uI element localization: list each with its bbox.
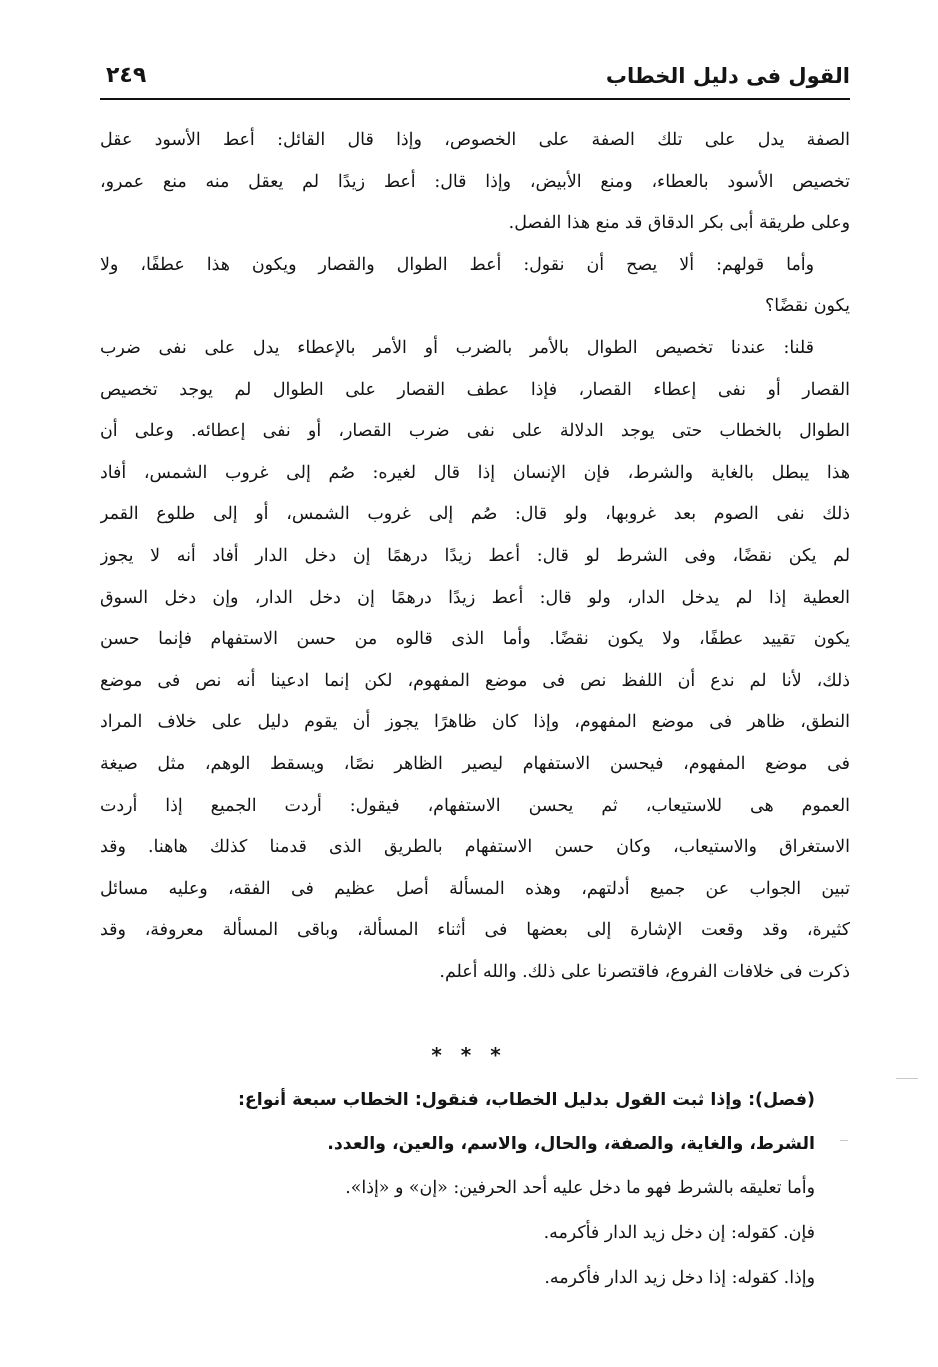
text-line: العموم هى للاستيعاب، ثم يحسن الاستفهام، فيقول: أردت الجميع إذا أردت: [100, 795, 850, 816]
scan-mark: [840, 1140, 848, 1141]
text-line: القصار أو نفى إعطاء القصار، فإذا عطف القصار على الطوال لم يوجد تخصيص: [100, 379, 850, 400]
text-line: لم يكن نقضًا، وفى الشرط لو قال: أعط زيدًا درهمًا إن دخل الدار أفاد أنه لا يجوز: [100, 545, 850, 566]
text-line: النطق، ظاهر فى موضع المفهوم، وإذا كان ظاهرًا يجوز أن يقوم دليل على خلاف المراد: [100, 712, 850, 733]
text-line: هذا يبطل بالغاية والشرط، فإن الإنسان إذا قال لغيره: صُم إلى غروب الشمس، أفاد: [100, 462, 850, 483]
section-text-line: وإذا. كقوله: إذا دخل زيد الدار فأكرمه.: [544, 1268, 815, 1288]
text-line: تخصيص الأسود بالعطاء، ومنع الأبيض، وإذا قال: أعط زيدًا لم يعقل منه منع عمرو،: [100, 171, 850, 192]
section-heading-line: الشرط، والغاية، والصفة، والحال، والاسم، والعين، والعدد.: [327, 1134, 815, 1154]
text-line: الاستغراق والاستيعاب، وكان حسن الاستفهام بالطريق الذى قدمنا كذلك هاهنا. وقد: [100, 837, 850, 858]
text-line: ذكرت فى خلافات الفروع، فاقتصرنا على ذلك. والله أعلم.: [439, 961, 850, 982]
text-line: كثيرة، وقد وقعت الإشارة إلى بعضها فى أثناء المسألة، وباقى المسألة معروفة، وقد: [100, 920, 850, 941]
running-title: القول فى دليل الخطاب: [605, 64, 850, 88]
text-line: يكون تقييد عطفًا، ولا يكون نقضًا. وأما الذى قالوه من حسن الاستفهام فإنما حسن: [100, 629, 850, 650]
section-separator: * * *: [431, 1043, 507, 1067]
text-line: ذلك، لأنا لم ندع أن اللفظ نص فى موضع المفهوم، لكن إنما ادعينا أنه نص فى موضع: [100, 670, 850, 691]
text-line: الصفة يدل على تلك الصفة على الخصوص، وإذا قال القائل: أعط الأسود عقل: [100, 130, 850, 150]
text-line: العطية إذا لم يدخل الدار، ولو قال: أعط زيدًا درهمًا إن دخل الدار، وإن دخل السوق: [100, 587, 850, 608]
text-line: تبين الجواب عن جميع أدلتهم، وهذه المسألة أصل عظيم فى الفقه، وعليه مسائل: [100, 878, 850, 899]
section-text-line: وأما تعليقه بالشرط فهو ما دخل عليه أحد الحرفين: «إن» و «إذا».: [345, 1178, 815, 1198]
scan-mark: [896, 1078, 918, 1079]
text-line: فى موضع المفهوم، فيحسن الاستفهام ليصير الظاهر نصًا، ويسقط الوهم، مثل صيغة: [100, 753, 850, 774]
fasl-section: [100, 1078, 815, 1301]
section-text-line: فإن. كقوله: إن دخل زيد الدار فأكرمه.: [543, 1223, 815, 1243]
text-line: يكون نقضًا؟: [765, 296, 850, 317]
page-header: [100, 58, 850, 100]
text-line: وأما قولهم: ألا يصح أن نقول: أعط الطوال والقصار ويكون هذا عطفًا، ولا: [100, 254, 814, 275]
page-number: ٢٤٩: [106, 63, 147, 88]
section-heading-line: (فصل): وإذا ثبت القول بدليل الخطاب، فنقول: الخطاب سبعة أنواع:: [237, 1090, 815, 1110]
text-line: ذلك نفى الصوم بعد غروبها، ولو قال: صُم إلى غروب الشمس، أو إلى طلوع القمر: [100, 504, 850, 525]
text-line: وعلى طريقة أبى بكر الدقاق قد منع هذا الفصل.: [508, 213, 850, 234]
main-text-block: [100, 120, 850, 993]
text-line: قلنا: عندنا تخصيص الطوال بالأمر بالضرب أو الأمر بالإعطاء يدل على نفى ضرب: [100, 337, 814, 358]
text-line: الطوال بالخطاب حتى يوجد الدلالة على نفى ضرب القصار، أو نفى إعطائه. وعلى أن: [100, 421, 850, 442]
